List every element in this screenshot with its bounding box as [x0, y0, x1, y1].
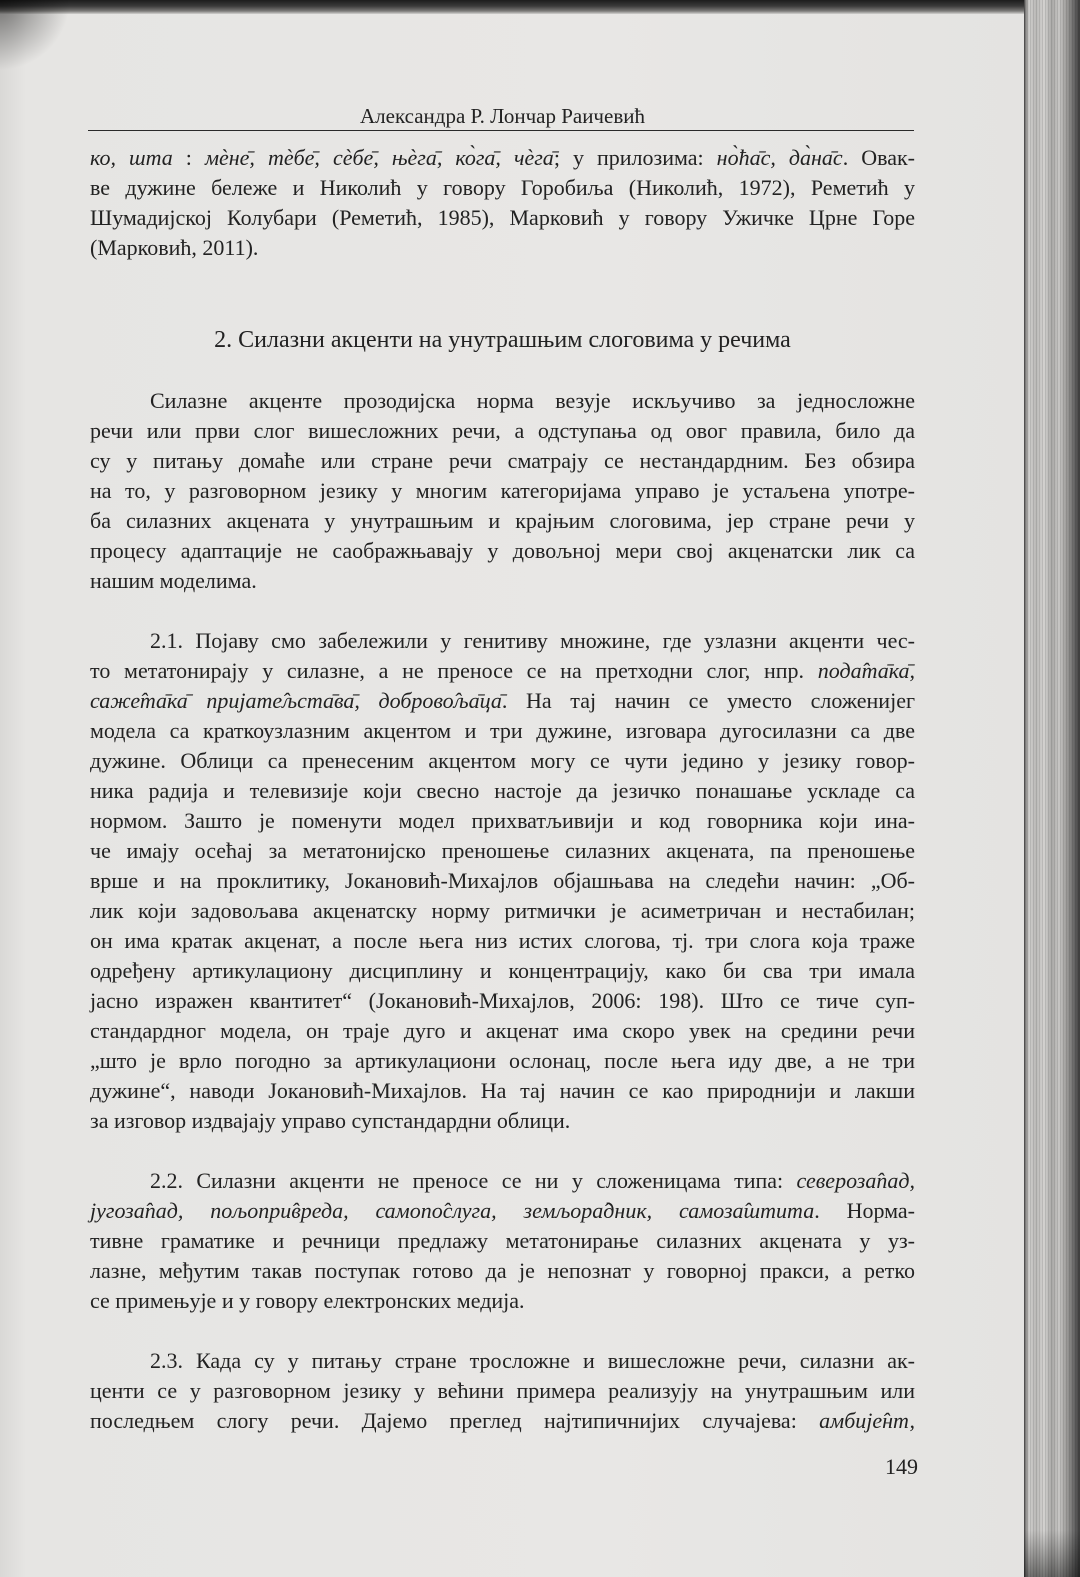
text-line: [90, 686, 915, 716]
text-line: модела са краткоузлазним акцентом и три дужине, изговара дугосилазни са две: [90, 718, 915, 743]
paragraph-5: [90, 1346, 915, 1436]
text-segment: . Овак-: [842, 145, 916, 170]
text-line: речи или први слог вишесложних речи, а одступања од овог правила, било да: [90, 418, 915, 443]
text-line: су у питању домаће или стране речи сматрају се нестандардним. Без обзира: [90, 448, 915, 473]
italic-text: амбије̂нт,: [819, 1408, 915, 1433]
text-segment: :: [172, 145, 205, 170]
text-line: дужине“, наводи Јокановић-Михајлов. На тај начин се као природнији и лакши: [90, 1078, 915, 1103]
page-number: 149: [885, 1454, 918, 1479]
italic-text: саже̂та̄ка̄ пријате̂љста̄ва̄, доброво̂ља̄ца̄: [90, 688, 502, 713]
text-line: стандардног модела, он траје дуго и акценат има скоро увек на средини речи: [90, 1018, 915, 1043]
section-heading: 2. Силазни акценти на унутрашњим слоговима у речима: [214, 327, 791, 353]
text-line: одређену артикулациону дисциплину и концентрацију, како би сва три имала: [90, 958, 915, 983]
text-line: лазне, међутим такав поступак готово да је непознат у говорној пракси, а ретко: [90, 1258, 915, 1283]
page-stack-shadow: [1024, 1530, 1080, 1577]
text-line: нормом. Зашто је поменути модел прихватљивији и код говорника који ина-: [90, 808, 915, 833]
text-line: се примењује и у говору електронских медија.: [90, 1288, 525, 1313]
text-line: (Марковић, 2011).: [90, 235, 259, 260]
italic-text: југоза̂пад, пољопри̂вреда, самопо̂слуга, земљора̂дник, самоза̂штита: [90, 1198, 815, 1223]
text-segment: . На тај начин се уместо сложенијег: [501, 688, 915, 713]
text-line: 2.3. Када су у питању стране тросложне и вишесложне речи, силазни ак-: [150, 1348, 915, 1373]
text-line: за изговор издвајају управо супстандардни облици.: [90, 1108, 571, 1133]
text-line: дужине. Облици са пренесеним акцентом могу се чути једино у језику говор-: [90, 748, 915, 773]
text-line: [90, 1406, 915, 1436]
text-line: че имају осећај за метатонијско преношење силазних акцената, па преношење: [90, 838, 915, 863]
text-line: он има кратак акценат, а после њега низ истих слогова, тј. три слога која траже: [90, 928, 915, 953]
paragraph-2: [90, 386, 915, 596]
text-line: [90, 656, 915, 686]
text-line: нашим моделима.: [90, 568, 257, 593]
italic-text: пода̂та̄ка̄,: [817, 658, 915, 683]
italic-text: мѐне̄, тѐбе̄, сѐбе̄, њѐга̄, ко̀га̄, чѐга̄: [204, 145, 554, 170]
text-line: Шумадијској Колубари (Реметић, 1985), Марковић у говору Ужичке Црне Горе: [90, 205, 915, 230]
header-rule: [88, 130, 914, 131]
text-line: тивне граматике и речници предлажу метатонирање силазних акцената у уз-: [90, 1228, 915, 1253]
text-line: ба силазних акцената у унутрашњим и крајњим слоговима, јер стране речи у: [90, 508, 915, 533]
text-segment: ; у прилозима:: [553, 145, 717, 170]
text-segment: то метатонирају у силазне, а не преносе се на претходни слог, нпр.: [90, 658, 818, 683]
text-line: јасно изражен квантитет“ (Јокановић-Михајлов, 2006: 198). Што се тиче суп-: [90, 988, 915, 1013]
paragraph-1: [90, 143, 915, 263]
paragraph-4: [90, 1166, 915, 1316]
italic-text: но̀ћа̄с, да̀на̄с: [716, 145, 843, 170]
scan-top-edge: [0, 0, 1080, 14]
italic-text: североза̂пад,: [796, 1168, 915, 1193]
italic-text: ко, шта: [90, 145, 173, 170]
running-head: Александра Р. Лончар Раичевић: [360, 104, 645, 128]
scan-corner-shadow: [0, 0, 70, 70]
text-line: ника радија и телевизије који свесно настоје да језичко понашање ускладе са: [90, 778, 915, 803]
text-line: ве дужине бележе и Николић у говору Горобиља (Николић, 1972), Реметић у: [90, 175, 915, 200]
text-line: 2.1. Појаву смо забележили у генитиву множине, где узлазни акценти чес-: [150, 628, 915, 653]
text-line: [90, 1196, 915, 1226]
text-segment: . Норма-: [814, 1198, 916, 1223]
page-stack-edge: [1024, 0, 1080, 1577]
text-line: „што је врло погодно за артикулациони ослонац, после њега иду две, а не три: [90, 1048, 915, 1073]
text-line: врше и на проклитику, Јокановић-Михајлов објашњава на следећи начин: „Об-: [90, 868, 915, 893]
text-line: центи се у разговорном језику у већини примера реализују на унутрашњим или: [90, 1378, 915, 1403]
text-segment: последњем слогу речи. Дајемо преглед најтипичнијих случајева:: [90, 1408, 820, 1433]
text-line: на то, у разговорном језику у многим категоријама управо је устаљена употре-: [90, 478, 915, 503]
text-line: процесу адаптације не саображњавају у довољној мери свој акценатски лик са: [90, 538, 915, 563]
text-segment: 2.2. Силазни акценти не преносе се ни у сложеницама типа:: [150, 1168, 797, 1193]
text-line: лик који задовољава акценатску норму ритмички је асиметричан и нестабилан;: [90, 898, 915, 923]
text-line: [90, 143, 915, 173]
paragraph-3: [90, 626, 915, 1136]
text-line: Силазне акценте прозодијска норма везује искључиво за једносложне: [150, 388, 915, 413]
text-line: [90, 1166, 915, 1196]
